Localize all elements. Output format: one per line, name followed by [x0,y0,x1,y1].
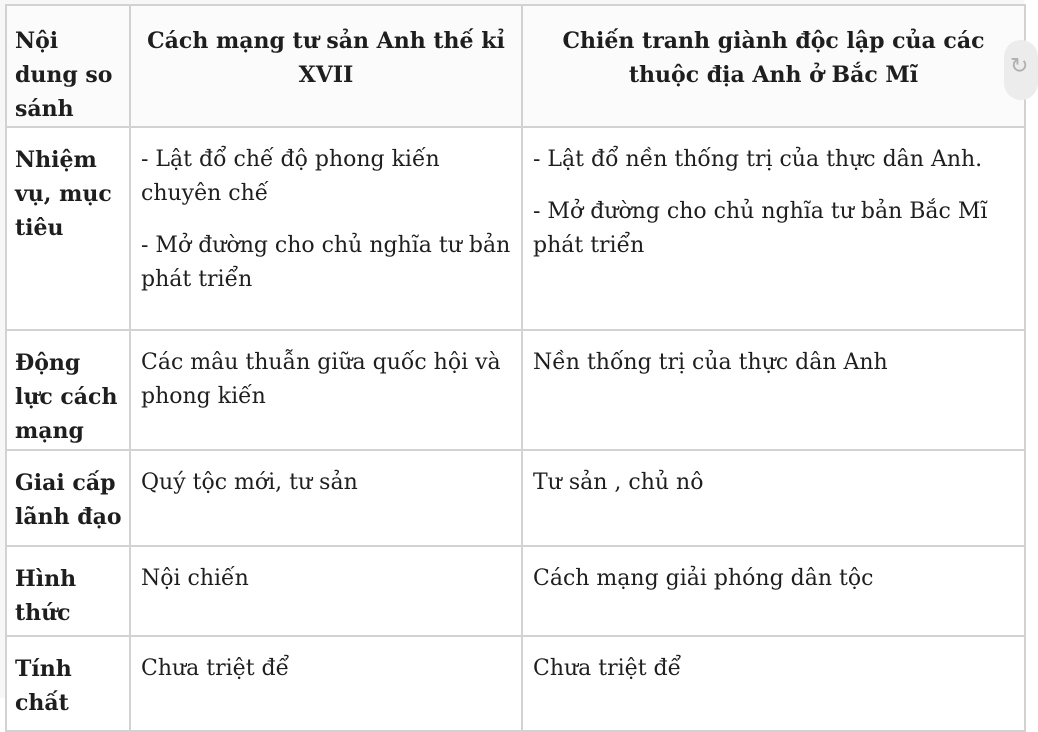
cell-text: Quý tộc mới, tư sản [141,470,358,495]
america-cell [522,127,1025,330]
table-row [6,450,1025,546]
row-label [6,636,130,731]
table-row [6,636,1025,731]
cell-text: - Lật đổ nền thống trị của thực dân Anh. [533,147,983,172]
cell-text: Nền thống trị của thực dân Anh [533,350,888,375]
row-label [6,546,130,636]
header-england-text: Cách mạng tư sản Anh thế kỉ XVII [147,28,505,88]
america-cell [522,546,1025,636]
england-cell [130,127,522,330]
america-cell [522,330,1025,450]
header-america [522,5,1025,127]
cell-text: Cách mạng giải phóng dân tộc [533,566,874,591]
refresh-icon[interactable] [1004,40,1038,100]
row-label-text: Giai cấp lãnh đạo [15,470,122,530]
refresh-glyph: ↻ [1010,54,1029,79]
row-label-text: Hình thức [15,566,77,626]
england-cell [130,330,522,450]
header-england [130,5,522,127]
header-america-text: Chiến tranh giành độc lập của các thuộc địa Anh ở Bắc Mĩ [562,28,985,88]
cell-text: Tư sản , chủ nô [533,470,704,495]
america-cell [522,636,1025,731]
row-label [6,450,130,546]
cell-text: - Mở đường cho chủ nghĩa tư bản phát triển [141,233,511,292]
cell-text: - Mở đường cho chủ nghĩa tư bản Bắc Mĩ phát triển [533,199,988,258]
comparison-table [5,4,1029,732]
row-label [6,330,130,450]
header-criteria-text: Nội dung so sánh [15,28,113,122]
table-row [6,127,1025,330]
row-label [6,127,130,330]
table-row [6,546,1025,636]
cell-text: Các mâu thuẫn giữa quốc hội và phong kiến [141,350,501,409]
header-row [6,5,1025,127]
cell-text: Nội chiến [141,566,249,591]
cell-text: - Lật đổ chế độ phong kiến chuyên chế [141,147,440,206]
row-label-text: Nhiệm vụ, mục tiêu [15,147,112,241]
table-row [6,330,1025,450]
england-cell [130,546,522,636]
row-label-text: Động lực cách mạng [15,350,118,444]
england-cell [130,636,522,731]
england-cell [130,450,522,546]
row-label-text: Tính chất [15,656,72,716]
header-criteria [6,5,130,127]
cell-text: Chưa triệt để [141,656,290,681]
cell-text: Chưa triệt để [533,656,682,681]
america-cell [522,450,1025,546]
